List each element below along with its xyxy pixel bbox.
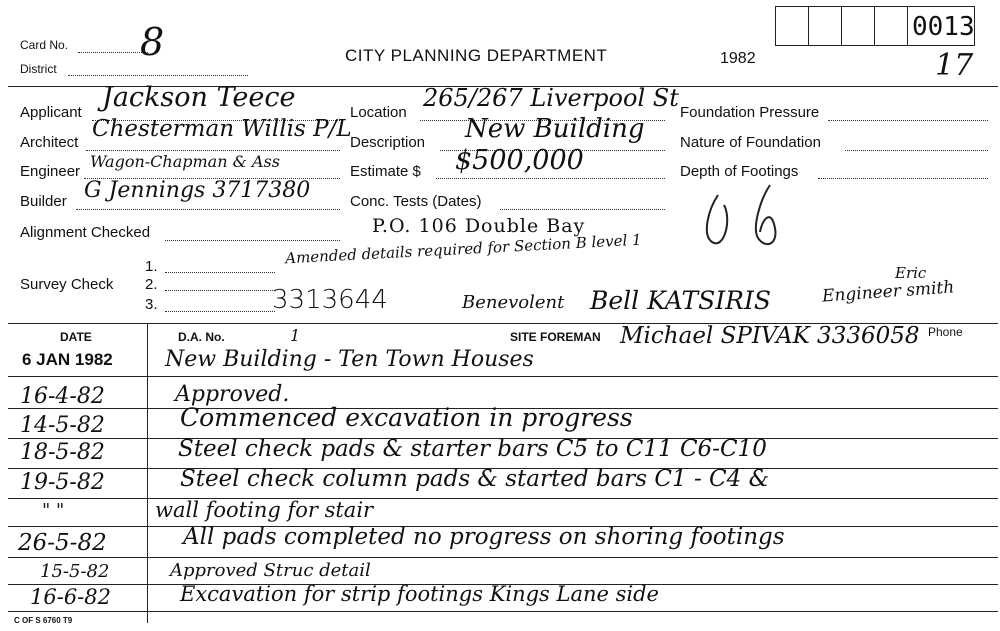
architect-value: Chesterman Willis P/L (92, 116, 352, 142)
file-sub-number: 17 (935, 48, 974, 83)
da-no-value: 1 (290, 326, 301, 345)
foundation-pressure-label: Foundation Pressure (680, 104, 820, 121)
log-entry: Steel check pads & starter bars C5 to C11 C6-C10 (178, 436, 767, 462)
log-entry: Excavation for strip footings Kings Lane side (180, 582, 659, 606)
log-date: 26-5-82 (18, 530, 107, 556)
date-column-divider (147, 323, 148, 623)
log-date: 14-5-82 (20, 413, 105, 438)
box-divider (808, 6, 809, 46)
site-foreman-label: SITE FOREMAN (510, 330, 601, 344)
log-date: " " (42, 500, 65, 521)
box-divider (907, 6, 908, 46)
log-entry: Commenced excavation in progress (180, 403, 633, 432)
nature-of-foundation-label: Nature of Foundation (680, 134, 821, 151)
survey-check-label: Survey Check (20, 276, 114, 293)
foundation-pressure-line (828, 120, 988, 121)
survey-n2: 2. (145, 276, 158, 293)
depth-of-footings-label: Depth of Footings (680, 163, 799, 180)
log-row-line (8, 611, 998, 612)
card-no-label: Card No. (20, 38, 69, 52)
engineer-smith-note: Engineer smith (821, 277, 955, 307)
bell-katsiris-note: Bell KATSIRIS (590, 286, 771, 315)
architect-line (86, 150, 340, 151)
estimate-value: $500,000 (455, 145, 584, 176)
log-date: 16-6-82 (30, 585, 111, 609)
eric-note: Eric (895, 264, 927, 282)
card-no-value: 8 (140, 20, 165, 64)
alignment-line (165, 240, 340, 241)
log-entry: wall footing for stair (155, 498, 374, 522)
phone-label: Phone (928, 325, 963, 339)
amended-note: Amended details required for Section B level 1 (284, 230, 642, 268)
log-date: 18-5-82 (20, 440, 105, 465)
log-entry: All pads completed no progress on shoring footings (183, 524, 785, 550)
log-entry: Approved. (175, 382, 290, 407)
conc-tests-line (500, 209, 665, 210)
year-label: 1982 (720, 50, 756, 67)
nature-of-foundation-line (845, 150, 988, 151)
alignment-label: Alignment Checked (20, 224, 151, 241)
survey-line-2 (165, 290, 275, 291)
survey-n1: 1. (145, 258, 158, 275)
da-no-label: D.A. No. (178, 330, 225, 344)
location-label: Location (350, 104, 407, 121)
location-value: 265/267 Liverpool St (423, 84, 679, 112)
description-value: New Building (465, 114, 645, 144)
survey-line-1 (165, 272, 275, 273)
date-header: DATE (60, 330, 92, 344)
log-date: 6 JAN 1982 (22, 350, 113, 369)
form-code: C OF S 6760 T9 (14, 616, 73, 625)
survey-value-3: 3313644 (272, 285, 388, 315)
log-date: 16-4-82 (20, 384, 105, 409)
applicant-label: Applicant (20, 104, 82, 121)
log-row-line (8, 557, 998, 558)
log-entry: Steel check column pads & started bars C1 - C4 & (180, 466, 770, 492)
department-title: CITY PLANNING DEPARTMENT (345, 46, 608, 65)
applicant-value: Jackson Teece (102, 82, 296, 113)
conc-tests-value: P.O. 106 Double Bay (372, 215, 586, 237)
benevolent-note: Benevolent (462, 292, 565, 313)
builder-line (76, 209, 340, 210)
log-date: 19-5-82 (20, 470, 105, 495)
survey-line-3 (165, 311, 275, 312)
engineer-value: Wagon-Chapman & Ass (90, 152, 280, 171)
file-number: 0013 (912, 12, 975, 42)
architect-label: Architect (20, 134, 79, 151)
builder-label: Builder (20, 193, 67, 210)
depth-of-footings-line (818, 178, 988, 179)
site-foreman-value: Michael SPIVAK 3336058 (620, 323, 920, 349)
description-label: Description (350, 134, 426, 151)
district-line (68, 75, 248, 76)
log-row-line (8, 376, 998, 377)
conc-tests-label: Conc. Tests (Dates) (350, 193, 482, 210)
survey-n3: 3. (145, 296, 158, 313)
log-entry: New Building - Ten Town Houses (165, 347, 534, 372)
handwritten-scribble (690, 180, 800, 270)
builder-value: G Jennings 3717380 (84, 178, 311, 203)
district-label: District (20, 62, 57, 76)
engineer-label: Engineer (20, 163, 81, 180)
log-entry: Approved Struc detail (170, 560, 371, 581)
estimate-label: Estimate $ (350, 163, 421, 180)
estimate-line (436, 178, 665, 179)
box-divider (841, 6, 842, 46)
log-date: 15-5-82 (40, 561, 110, 582)
box-divider (874, 6, 875, 46)
card-no-line (78, 52, 148, 53)
